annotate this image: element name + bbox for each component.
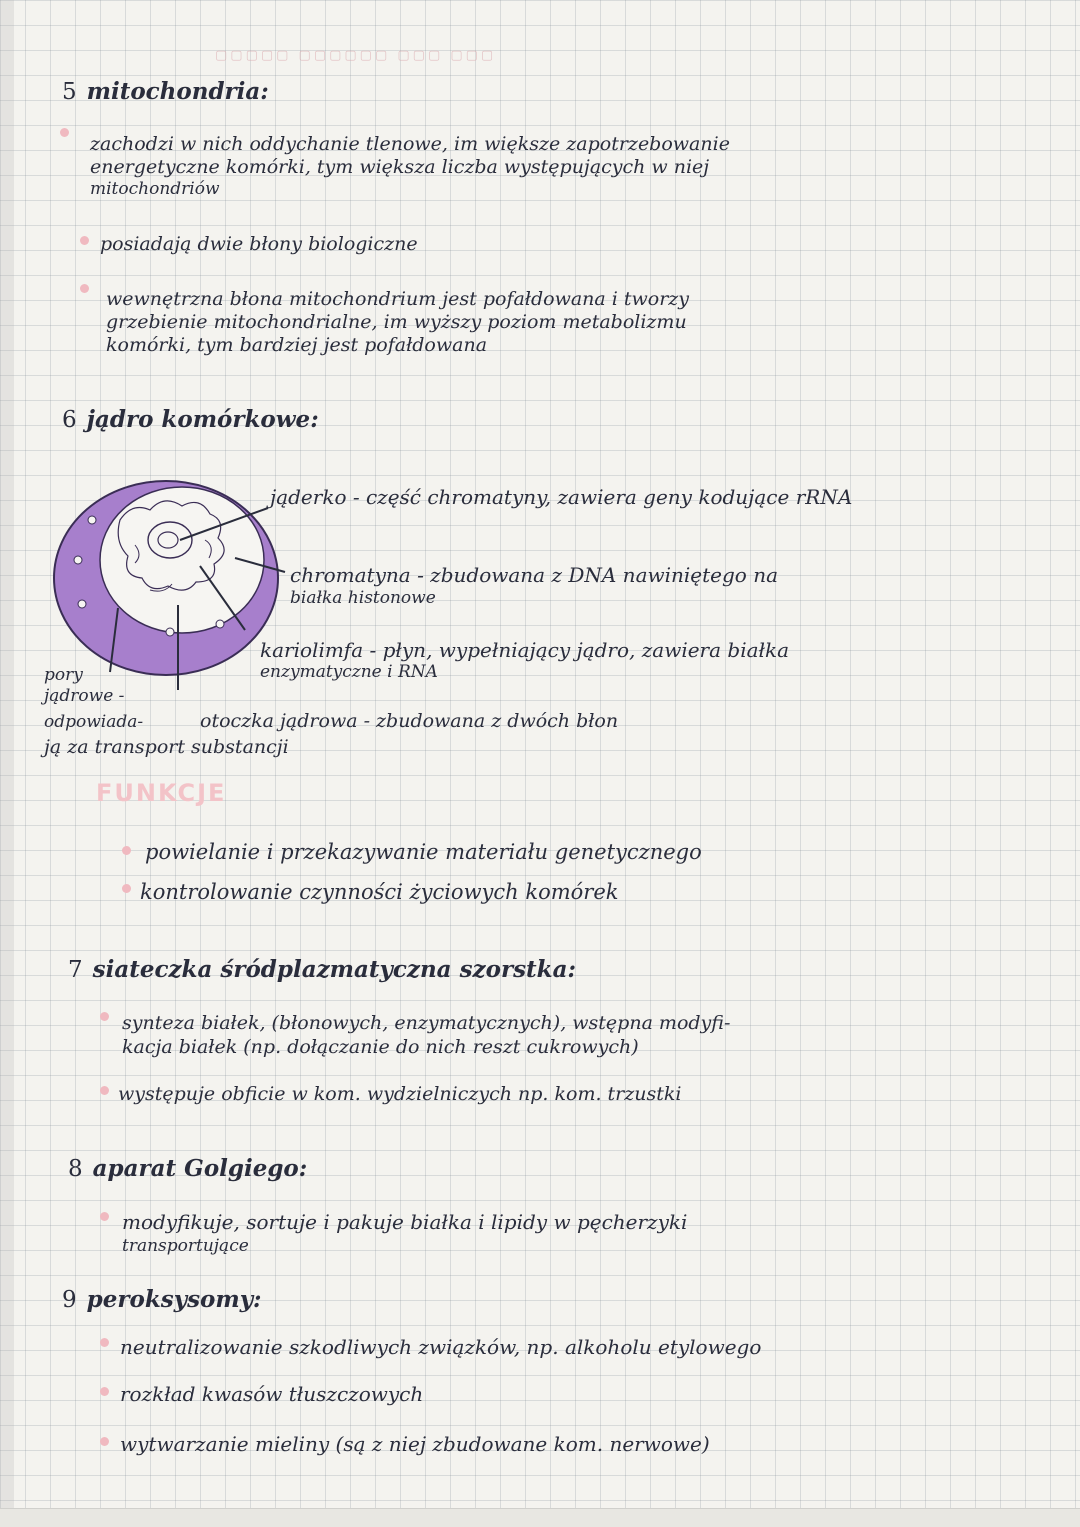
label-kariolimfa-line1: kariolimfa - płyn, wypełniający jądro, zawiera białka (260, 638, 790, 662)
s5-p1-line1: zachodzi w nich oddychanie tlenowe, im większe zapotrzebowanie (90, 133, 730, 155)
label-jaderko: jąderko - część chromatyny, zawiera geny kodujące rRNA (270, 485, 853, 509)
page-bottom-edge (0, 1508, 1080, 1527)
bleed-through-text: ▢▢▢▢▢ ▢▢▢▢▢▢ ▢▢▢ ▢▢▢ (215, 48, 497, 63)
label-pory-line4: ją za transport substancji (44, 736, 289, 758)
bullet-dot (100, 1437, 109, 1446)
label-chromatyna-line2: białka histonowe (290, 588, 436, 608)
s5-p3-line2: grzebienie mitochondrialne, im wyższy poziom metabolizmu (106, 311, 687, 333)
label-kariolimfa-line2: enzymatyczne i RNA (260, 662, 438, 682)
s9-item-2: rozkład kwasów tłuszczowych (120, 1382, 424, 1406)
s7-p1-line1: synteza białek, (błonowych, enzymatycznych), wstępna modyfi- (122, 1012, 731, 1034)
s9-item-1: neutralizowanie szkodliwych związków, np. alkoholu etylowego (120, 1335, 762, 1359)
section-5-number: 5 (62, 79, 77, 105)
section-7-number: 7 (68, 957, 83, 983)
section-5-title: mitochondria: (86, 78, 269, 105)
bullet-dot (122, 884, 131, 893)
bullet-dot (100, 1212, 109, 1221)
section-8-title: aparat Golgiego: (92, 1155, 308, 1182)
section-9-title: peroksysomy: (86, 1286, 262, 1313)
bullet-dot (100, 1387, 109, 1396)
s9-item-3: wytwarzanie mieliny (są z niej zbudowane kom. nerwowe) (120, 1432, 710, 1456)
nuclear-pore (166, 628, 174, 636)
s5-p1-line2: energetyczne komórki, tym większa liczba występujących w niej (90, 156, 710, 178)
label-pory-line1: pory (44, 665, 83, 685)
label-chromatyna-line1: chromatyna - zbudowana z DNA nawiniętego na (290, 563, 778, 587)
s8-p1-line1: modyfikuje, sortuje i pakuje białka i lipidy w pęcherzyki (122, 1210, 688, 1234)
section-6-number: 6 (62, 407, 77, 433)
nucleus-drawing (54, 481, 278, 675)
section-9-number: 9 (62, 1287, 77, 1313)
bullet-dot (122, 846, 131, 855)
section-8-number: 8 (68, 1156, 83, 1182)
s8-p1-line2: transportujące (122, 1236, 249, 1256)
section-9-heading (62, 1288, 262, 1312)
nuclear-pore (74, 556, 82, 564)
label-pory-line3: odpowiada- (44, 712, 144, 732)
s5-p3-line1: wewnętrzna błona mitochondrium jest pofałdowana i tworzy (106, 288, 690, 310)
section-6-title: jądro komórkowe: (86, 406, 319, 433)
funkcje-heading: FUNKCJE (96, 779, 227, 807)
label-otoczka: otoczka jądrowa - zbudowana z dwóch błon (200, 710, 619, 732)
s5-p1-line3: mitochondriów (90, 179, 220, 199)
section-7-title: siateczka śródplazmatyczna szorstka: (92, 956, 576, 983)
bullet-dot (100, 1086, 109, 1095)
s5-p3-line3: komórki, tym bardziej jest pofałdowana (106, 334, 488, 356)
nuclear-pore (88, 516, 96, 524)
s7-p1-line2: kacja białek (np. dołączanie do nich reszt cukrowych) (122, 1036, 639, 1058)
nuclear-pore (78, 600, 86, 608)
bullet-dot (100, 1012, 109, 1021)
nuclear-pore (216, 620, 224, 628)
bullet-dot (100, 1338, 109, 1347)
s6-funkcja-1: powielanie i przekazywanie materiału genetycznego (145, 840, 702, 864)
s7-p2: występuje obficie w kom. wydzielniczych np. kom. trzustki (118, 1083, 682, 1105)
s5-p2: posiadają dwie błony biologiczne (100, 233, 418, 255)
label-pory-line2: jądrowe - (44, 686, 125, 706)
section-8-heading (68, 1157, 307, 1181)
s6-funkcja-2: kontrolowanie czynności życiowych komórek (140, 880, 619, 904)
section-7-heading (68, 958, 576, 982)
